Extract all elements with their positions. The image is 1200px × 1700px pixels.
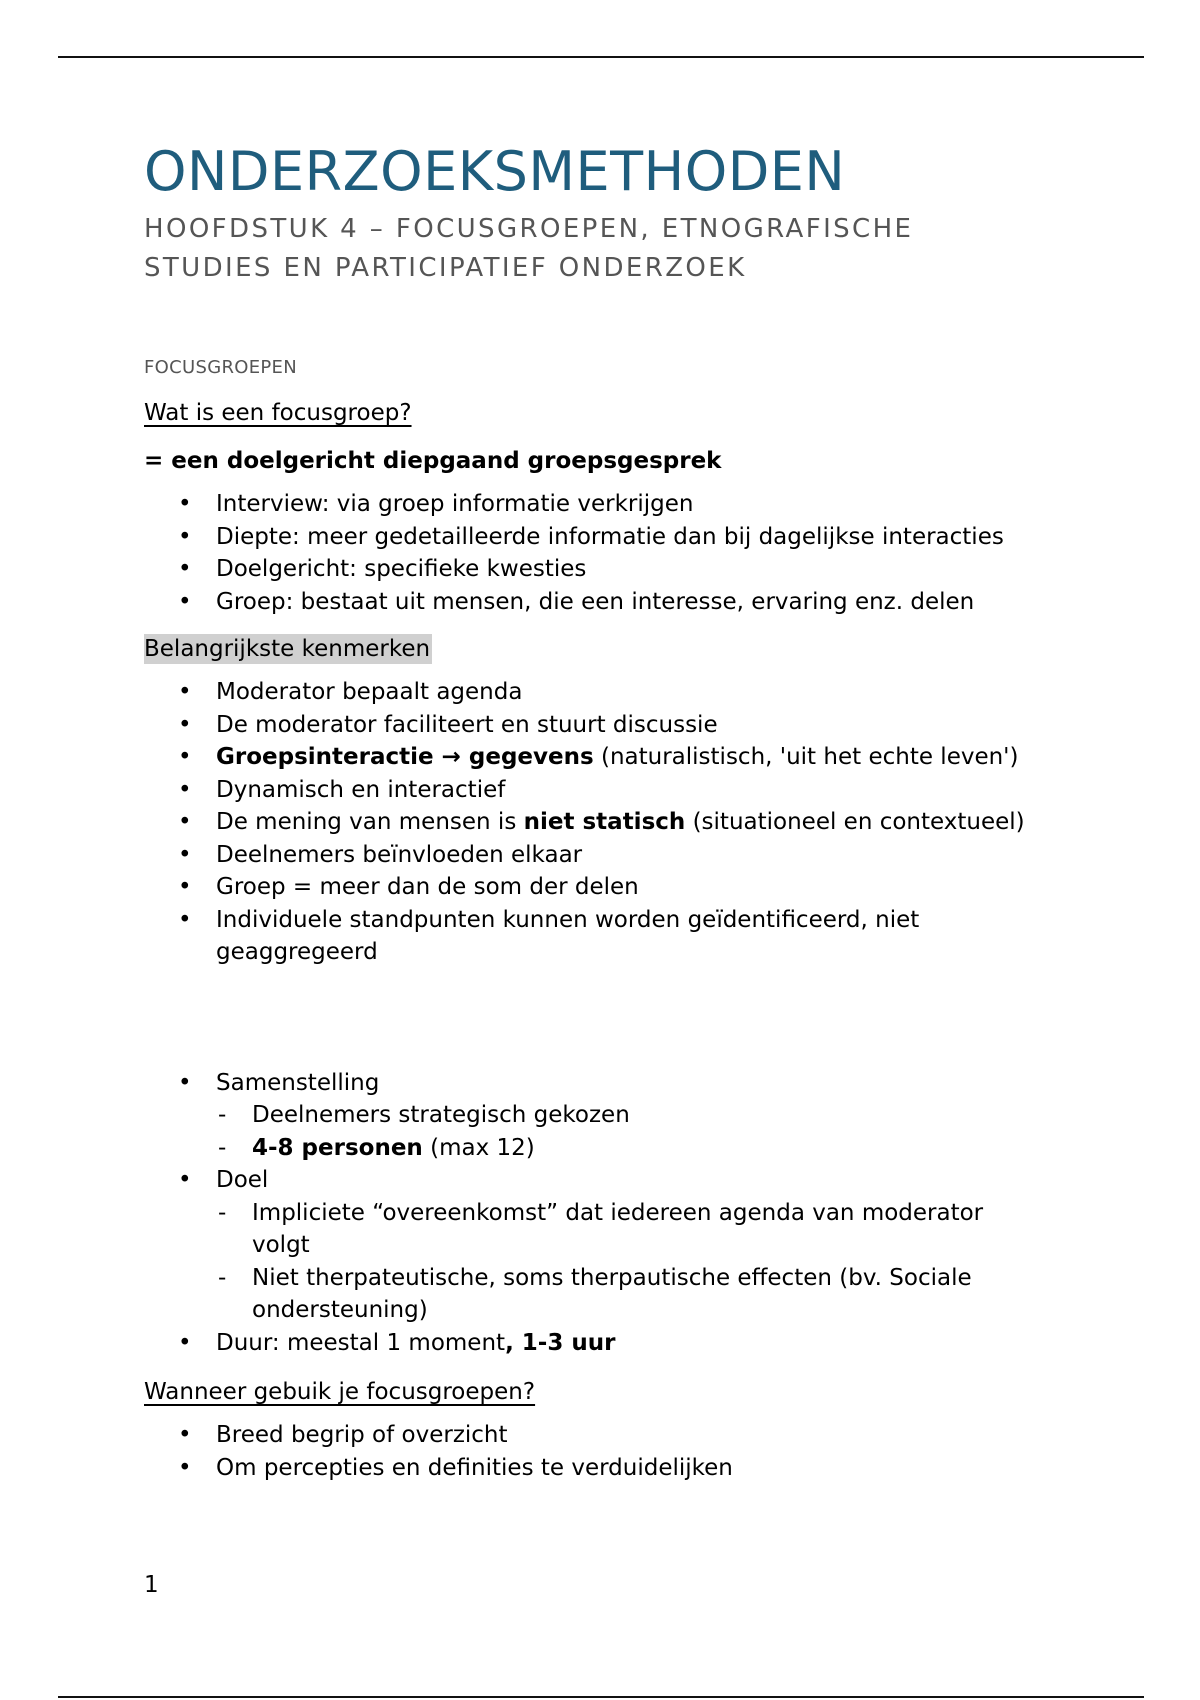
sub-list-item: - Niet therpateutische, soms therpautische effecten (bv. Sociale ondersteuning) (216, 1262, 1042, 1327)
sub-list-item (216, 1132, 1042, 1165)
document-title: ONDERZOEKSMETHODEN (144, 140, 846, 203)
list-item: • Groep: bestaat uit mensen, die een interesse, ervaring enz. delen (144, 586, 1046, 619)
text: (naturalistisch, 'uit het echte leven') (593, 744, 1019, 770)
list-item (144, 1327, 1046, 1360)
bold-text: Groepsinteractie → gegevens (216, 744, 594, 770)
text: (situationeel en contextueel) (685, 809, 1025, 835)
highlighted-heading: Belangrijkste kenmerken (144, 636, 431, 662)
kenmerken-list (144, 676, 1084, 969)
bold-text: niet statisch (523, 809, 686, 835)
bold-text: 4-8 personen (252, 1134, 423, 1161)
bold-text: , 1-3 uur (505, 1329, 616, 1356)
sub-list (216, 1099, 1046, 1164)
sub-list-item: - Impliciete “overeenkomst” dat iedereen agenda van moderator volgt (216, 1197, 1042, 1262)
bottom-rule (58, 1696, 1144, 1698)
list-item: • Groep = meer dan de som der delen (144, 871, 1046, 904)
spacer (144, 969, 1084, 1067)
list-item (144, 806, 1046, 839)
page-number: 1 (144, 1572, 159, 1598)
document-body (144, 140, 1084, 1484)
details-list (144, 1067, 1084, 1360)
sub-list (216, 1197, 1046, 1327)
list-item: • Individuele standpunten kunnen worden geïdentificeerd, niet geaggregeerd (144, 904, 1046, 969)
definition-list (144, 488, 1084, 618)
list-item (144, 741, 1046, 774)
list-item: • Diepte: meer gedetailleerde informatie dan bij dagelijkse interacties (144, 521, 1046, 554)
subtitle-line-1: HOOFDSTUK 4 – FOCUSGROEPEN, ETNOGRAFISCHE (144, 214, 914, 244)
text: De mening van mensen is (216, 809, 524, 835)
list-item: • Deelnemers beïnvloeden elkaar (144, 839, 1046, 872)
list-item (144, 1067, 1046, 1165)
text: Duur: meestal 1 moment (216, 1329, 506, 1356)
list-item: • Dynamisch en interactief (144, 774, 1046, 807)
top-rule (58, 56, 1144, 58)
list-item (144, 1164, 1046, 1327)
list-item: • Doelgericht: specifieke kwesties (144, 553, 1046, 586)
text: (max 12) (422, 1134, 535, 1161)
wanneer-list (144, 1419, 1084, 1484)
question-heading-2: Wanneer gebuik je focusgroepen? (144, 1379, 536, 1405)
list-item: • Interview: via groep informatie verkrijgen (144, 488, 1046, 521)
section-label: FOCUSGROEPEN (144, 357, 297, 378)
sub-list-item: - Deelnemers strategisch gekozen (216, 1099, 1042, 1132)
item-label: Samenstelling (216, 1069, 380, 1096)
subtitle-line-2: STUDIES EN PARTICIPATIEF ONDERZOEK (144, 253, 747, 283)
list-item: • Moderator bepaalt agenda (144, 676, 1046, 709)
definition: = een doelgericht diepgaand groepsgesprek (144, 448, 722, 474)
document-subtitle (144, 210, 1084, 288)
list-item: • De moderator faciliteert en stuurt discussie (144, 709, 1046, 742)
item-label: Doel (216, 1167, 269, 1193)
question-heading-1: Wat is een focusgroep? (144, 400, 412, 426)
list-item: • Breed begrip of overzicht (144, 1419, 1046, 1452)
list-item: • Om percepties en definities te verduidelijken (144, 1452, 1046, 1485)
